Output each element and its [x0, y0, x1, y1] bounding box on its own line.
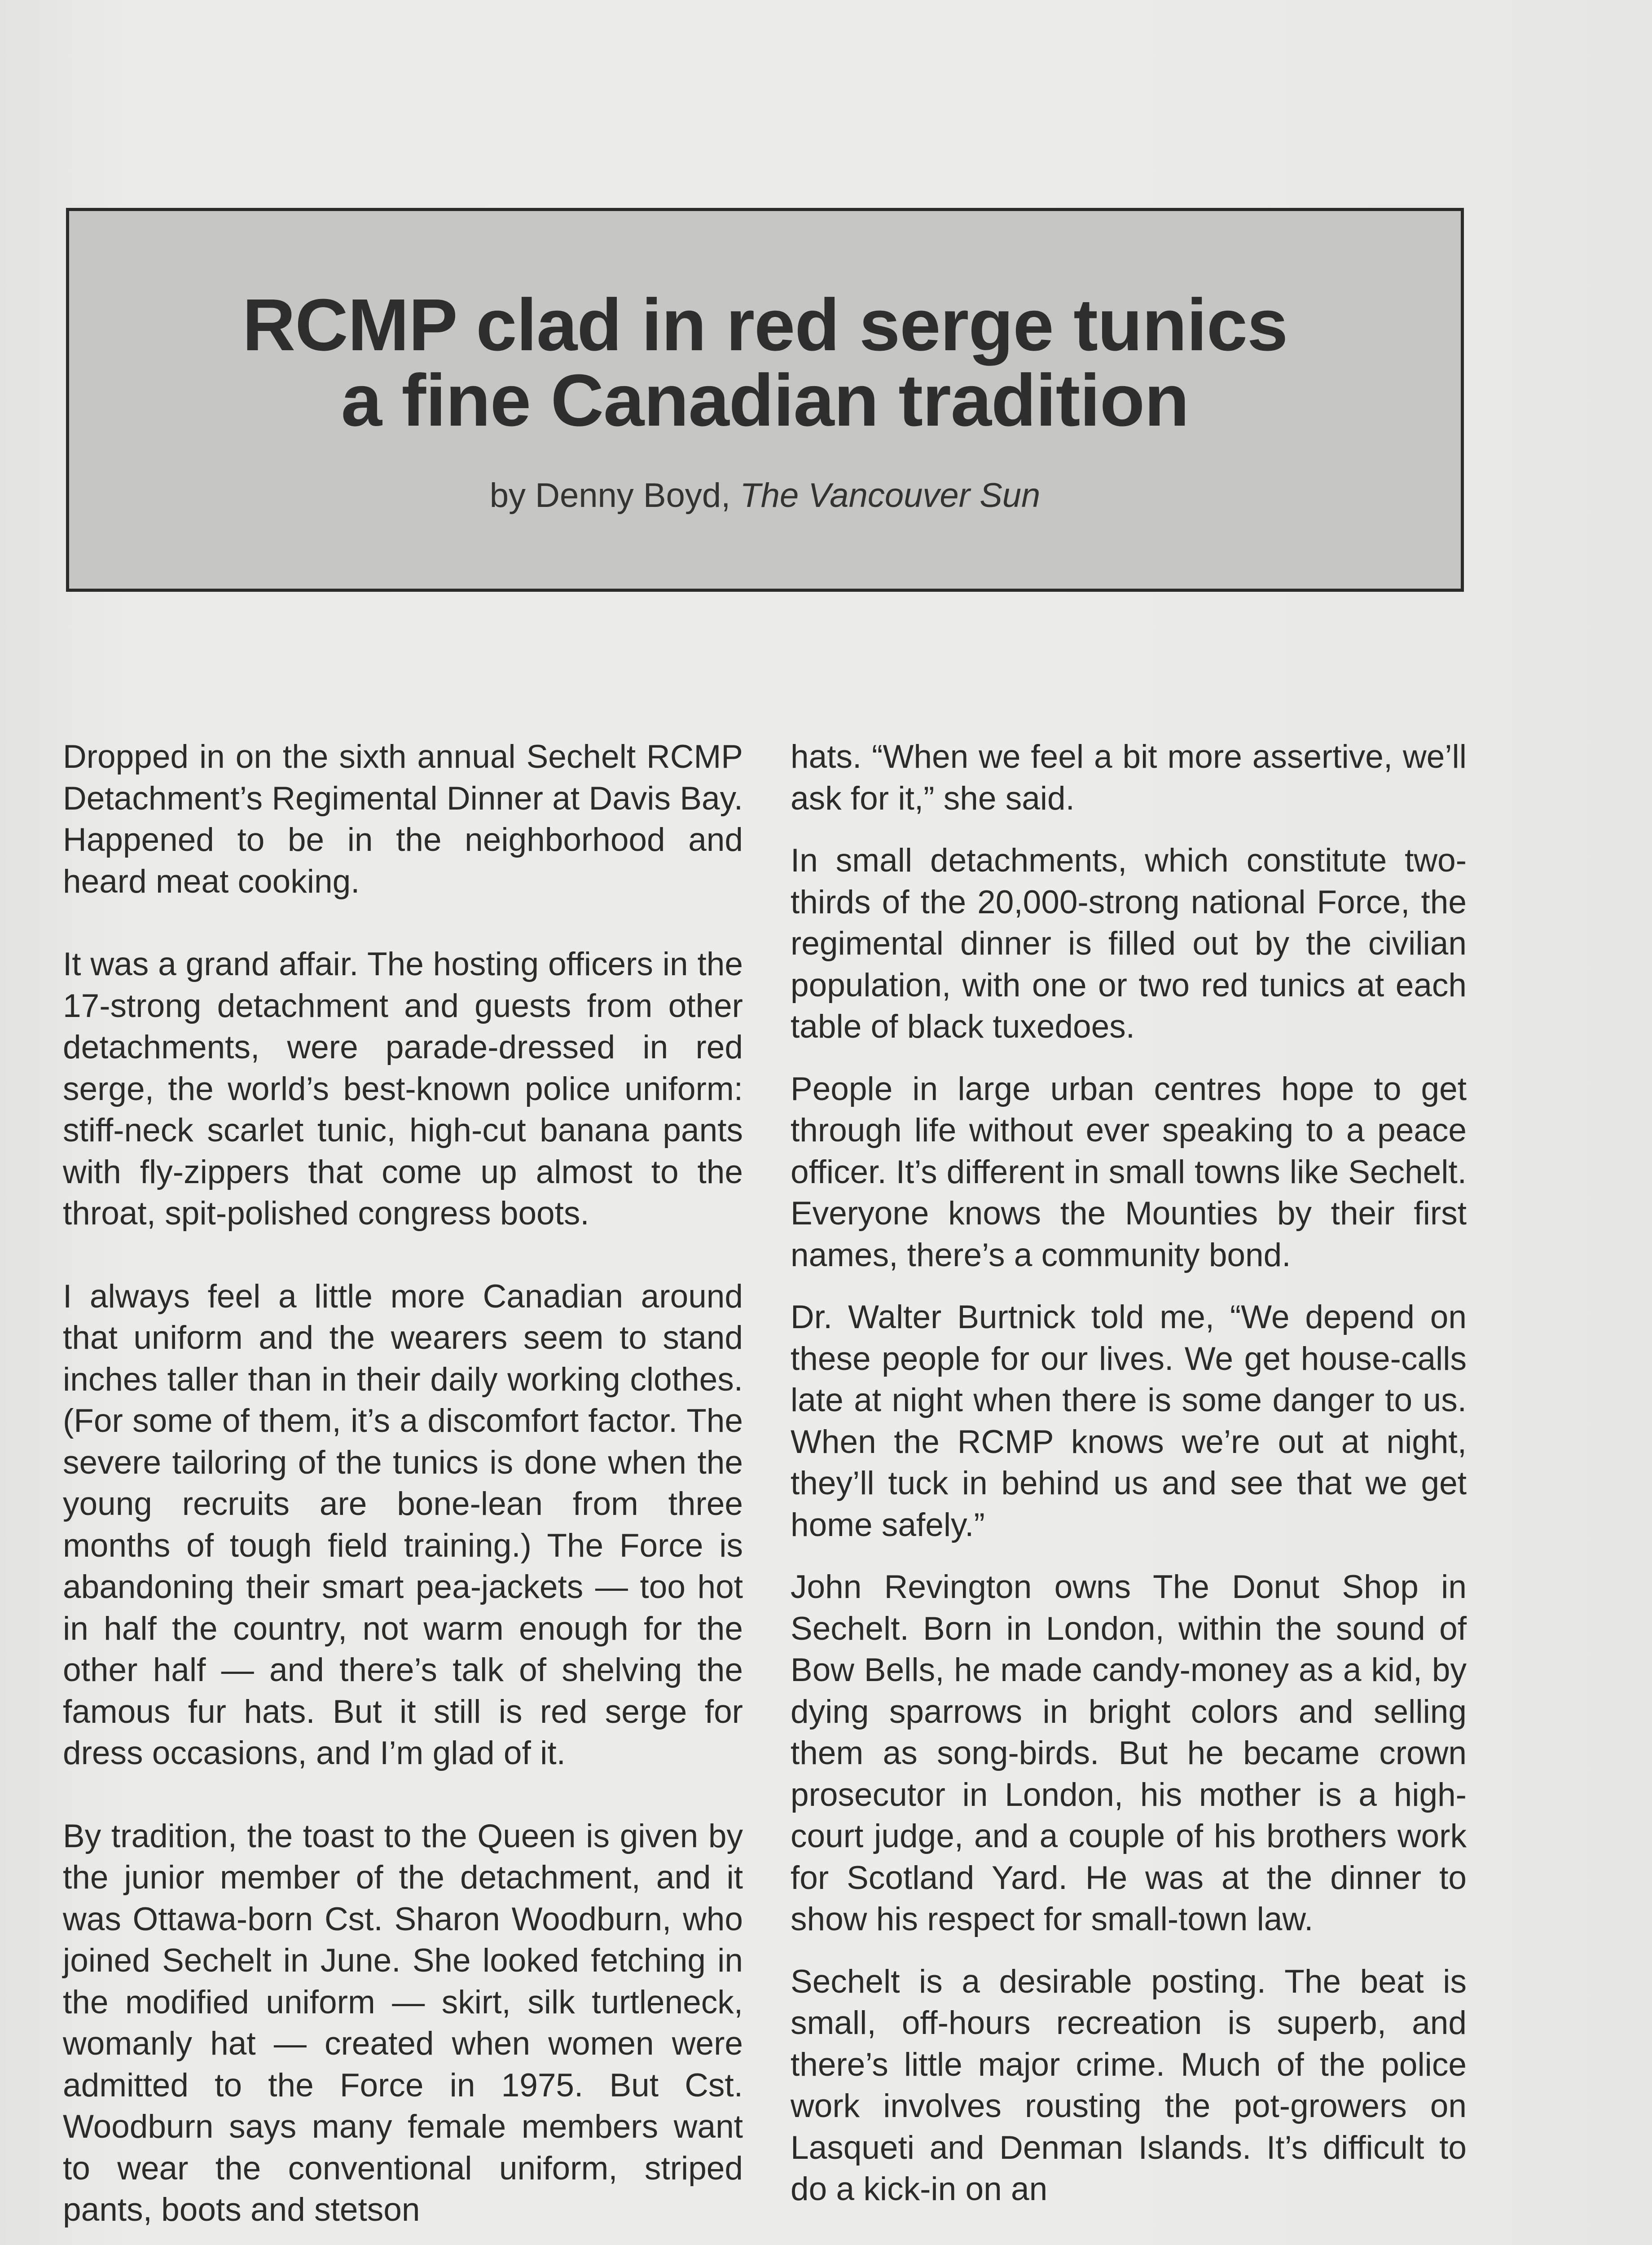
- byline: [69, 476, 1461, 515]
- paragraph: I always feel a little more Canadian around that uniform and the wearers seem to stand inches taller than in their daily working clothes. (For some of them, it’s a discomfort factor. The severe tailoring of the tunics is done when the young recruits are bone-lean from three months of tough field training.) The Force is abandoning their smart pea-jackets — too hot in half the country, not warm enough for the other half — and there’s talk of shelving the famous fur hats. But it still is red serge for dress occasions, and I’m glad of it.: [63, 1278, 743, 1771]
- headline-line-1: RCMP clad in red serge tunics: [242, 284, 1288, 366]
- paragraph: By tradition, the toast to the Queen is given by the junior member of the detachment, and it was Ottawa-born Cst. Sharon Woodburn, who joined Sechelt in June. She looked fetching in the modified uniform — skirt, silk turtleneck, womanly hat — created when women were admitted to the Force in 1975. But Cst. Woodburn says many female members want to wear the conventional uniform, striped pants, boots and stetson: [63, 1818, 743, 2228]
- byline-author: by Denny Boyd,: [489, 476, 731, 515]
- headline-box: [66, 208, 1464, 592]
- paragraph: Dr. Walter Burtnick told me, “We depend on these people for our lives. We get house-calls late at night when there is some danger to us. When the RCMP knows we’re out at night, they’ll tuck in behind us and see that we get home safely.”: [791, 1299, 1467, 1543]
- paragraph: John Revington owns The Donut Shop in Sechelt. Born in London, within the sound of Bow Bells, he made candy-money as a kid, by dying sparrows in bright colors and selling them as song-birds. But he became crown prosecutor in London, his mother is a high-court judge, and a couple of his brothers work for Scotland Yard. He was at the dinner to show his respect for small-town law.: [791, 1569, 1467, 1937]
- paragraph: hats. “When we feel a bit more assertive, we’ll ask for it,” she said.: [791, 739, 1467, 817]
- headline: [69, 284, 1461, 441]
- paragraph: Sechelt is a desirable posting. The beat is small, off-hours recreation is superb, and there’s little major crime. Much of the police work involves rousting the pot-growers on Lasqueti and Denman Islands. It’s difficult to do a kick-in on an: [791, 1963, 1467, 2207]
- right-column: [791, 736, 1467, 2231]
- left-column: [63, 736, 743, 2245]
- paragraph: People in large urban centres hope to get through life without ever speaking to a peace officer. It’s different in small towns like Sechelt. Everyone knows the Mounties by their first names, there’s a community bond.: [791, 1070, 1467, 1273]
- paragraph: It was a grand affair. The hosting officers in the 17-strong detachment and guests from other detachments, were parade-dressed in red serge, the world’s best-known police uniform: stiff-neck scarlet tunic, high-cut banana pants with fly-zippers that come up almost to the throat, spit-polished congress boots.: [63, 946, 743, 1232]
- paragraph: Dropped in on the sixth annual Sechelt RCMP Detachment’s Regimental Dinner at Davis Bay. Happened to be in the neighborhood and heard meat cooking.: [63, 739, 743, 900]
- byline-publication: The Vancouver Sun: [740, 476, 1041, 515]
- headline-line-2: a fine Canadian tradition: [341, 359, 1189, 441]
- paragraph: In small detachments, which constitute two-thirds of the 20,000-strong national Force, the regimental dinner is filled out by the civilian population, with one or two red tunics at each table of black tuxedoes.: [791, 842, 1467, 1045]
